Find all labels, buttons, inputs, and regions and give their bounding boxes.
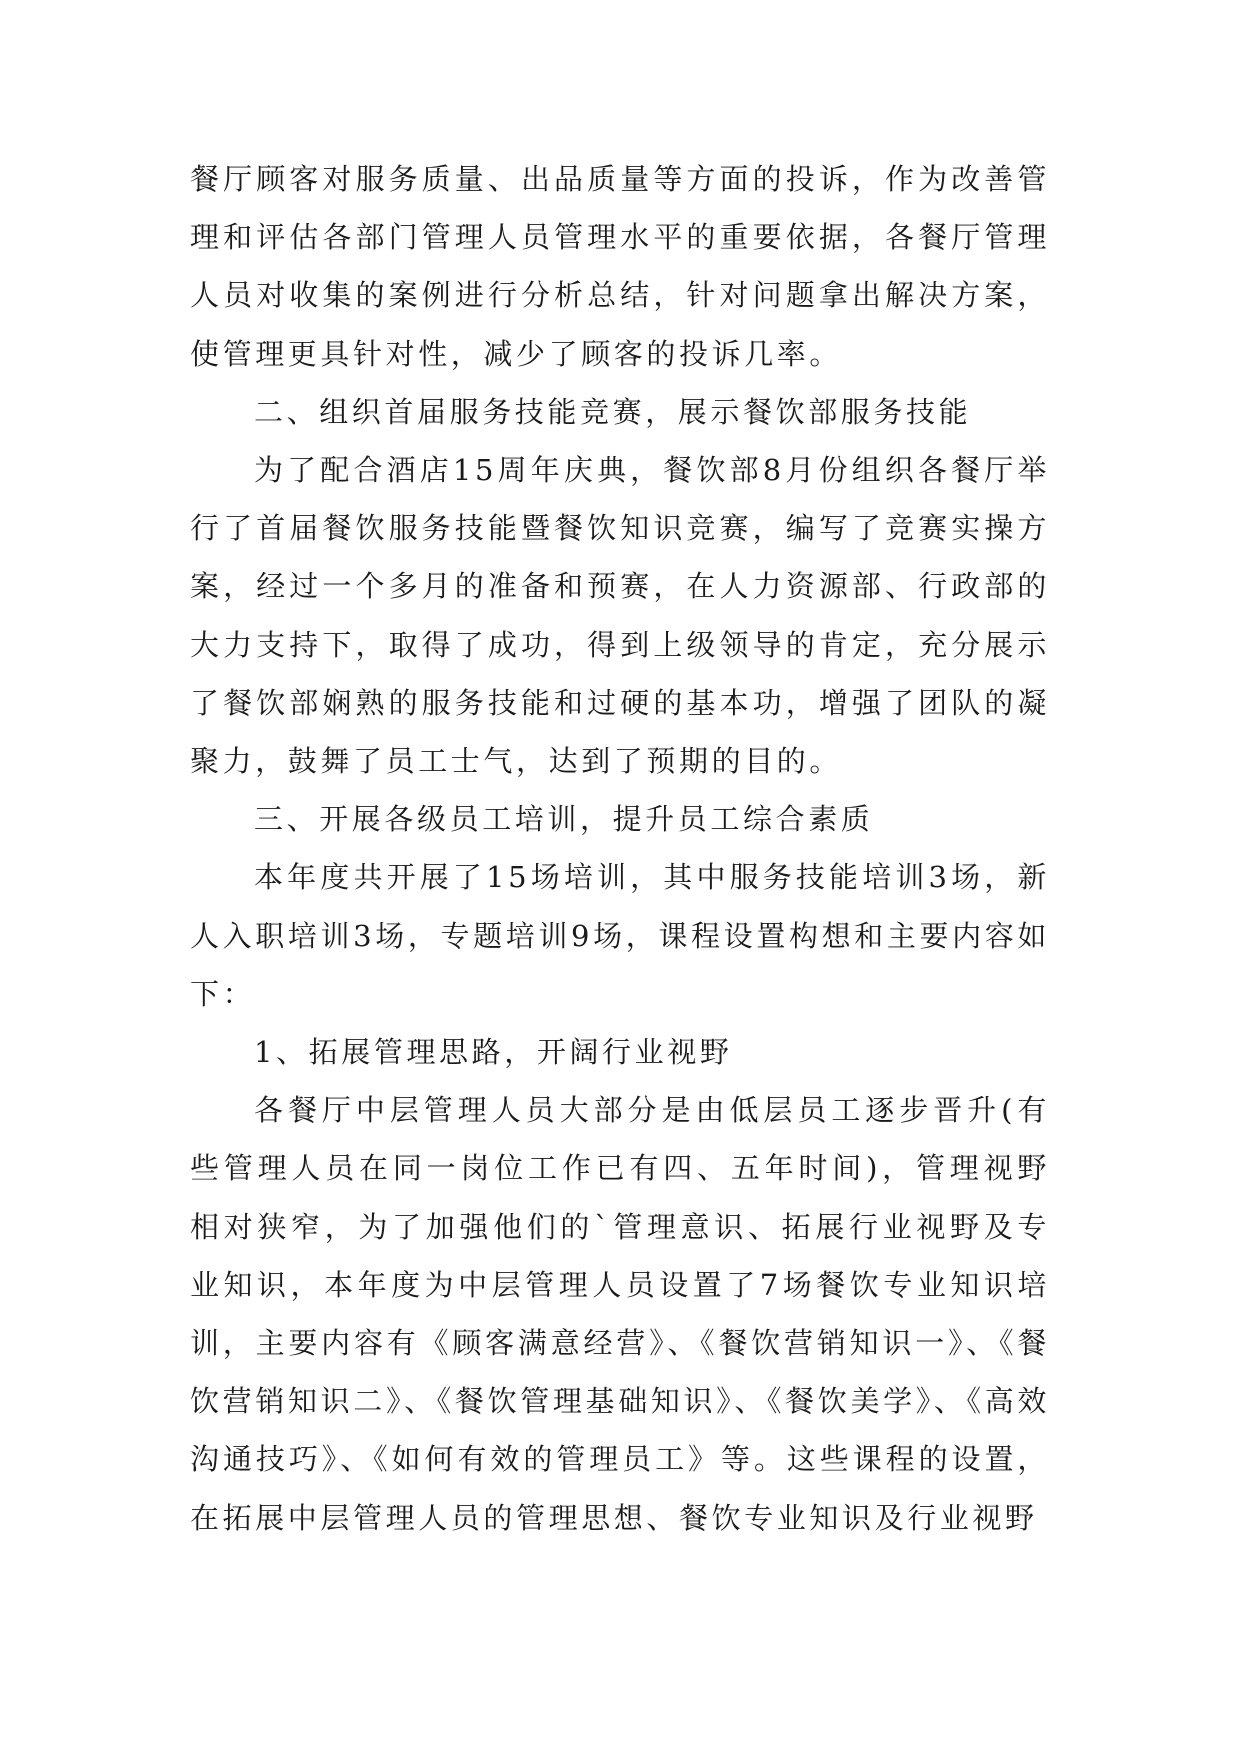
document-body [190, 150, 1050, 1547]
paragraph-training-overview: 本年度共开展了15场培训，其中服务技能培训3场，新人入职培训3场，专题培训9场，课程设置构想和主要内容如下： [190, 860, 1050, 1011]
paragraph-complaints: 餐厅顾客对服务质量、出品质量等方面的投诉，作为改善管理和评估各部门管理人员管理水平的重要依据，各餐厅管理人员对收集的案例进行分析总结，针对问题拿出解决方案，使管理更具针对性，减少了顾客的投诉几率。 [190, 162, 1050, 371]
paragraph-competition: 为了配合酒店15周年庆典，餐饮部8月份组织各餐厅举行了首届餐饮服务技能暨餐饮知识竞赛，编写了竞赛实操方案，经过一个多月的准备和预赛，在人力资源部、行政部的大力支持下，取得了成功，得到上级领导的肯定，充分展示了餐饮部娴熟的服务技能和过硬的基本功，增强了团队的凝聚力，鼓舞了员工士气，达到了预期的目的。 [190, 453, 1050, 779]
paragraph-management-training: 各餐厅中层管理人员大部分是由低层员工逐步晋升(有些管理人员在同一岗位工作已有四、五年时间)，管理视野相对狭窄，为了加强他们的`管理意识、拓展行业视野及专业知识，本年度为中层管理人员设置了7场餐饮专业知识培训，主要内容有《顾客满意经营》、《餐饮营销知识一》、《餐饮营销知识二》、《餐饮管理基础知识》、《餐饮美学》、《高效沟通技巧》、《如何有效的管理员工》等。这些课程的设置，在拓展中层管理人员的管理思想、餐饮专业知识及行业视野 [190, 1093, 1050, 1535]
heading-section-two: 二、组织首届服务技能竞赛，展示餐饮部服务技能 [254, 394, 972, 429]
heading-subsection-one: 1、拓展管理思路，开阔行业视野 [254, 1035, 733, 1070]
heading-section-three: 三、开展各级员工培训，提升员工综合素质 [254, 802, 874, 837]
